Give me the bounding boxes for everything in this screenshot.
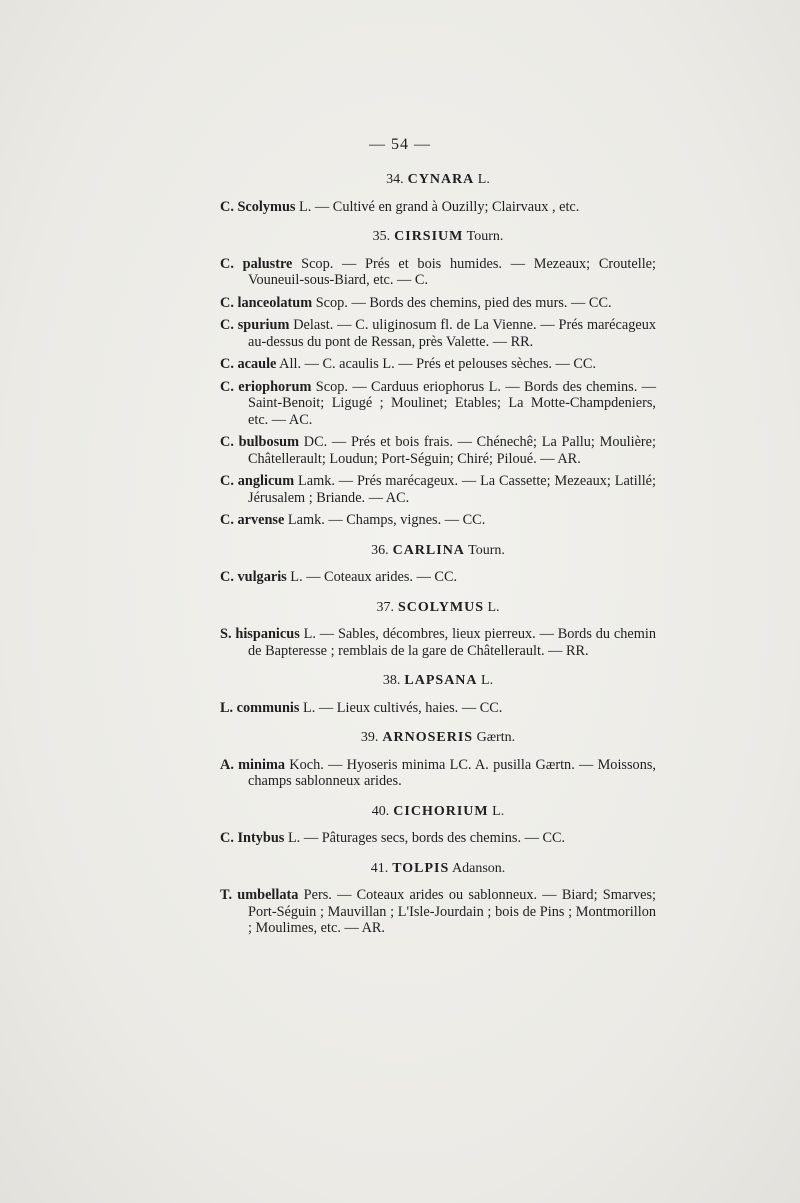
species-description: All. — C. acaulis L. — Prés et pelouses sèches. — CC. bbox=[276, 356, 597, 372]
genus-author: Adanson. bbox=[449, 860, 506, 876]
genus-name: ARNOSERIS bbox=[382, 730, 474, 745]
species-description: Scop. — Bords des chemins, pied des murs. — CC. bbox=[312, 294, 612, 311]
species-name: C. lanceolatum bbox=[220, 294, 313, 311]
genus-name: CYNARA bbox=[407, 172, 475, 187]
species-name: C. eriophorum bbox=[220, 378, 312, 395]
species-name: C. anglicum bbox=[220, 473, 295, 489]
genus-heading bbox=[220, 861, 656, 878]
species-description: Delast. — C. uliginosum fl. de La Vienne. — Prés marécageux au-dessus du pont de Ressan, près Valette. — RR. bbox=[248, 317, 657, 350]
genus-number: 41. bbox=[370, 860, 389, 876]
species-description: L. — Cultivé en grand à Ouzilly; Clairvaux , etc. bbox=[295, 198, 580, 215]
genus-number: 40. bbox=[371, 803, 390, 819]
genus-number: 39. bbox=[360, 730, 379, 745]
species-entry bbox=[220, 757, 656, 790]
species-entry bbox=[220, 830, 656, 847]
genus-name: SCOLYMUS bbox=[397, 599, 484, 615]
genus-number: 37. bbox=[376, 599, 394, 615]
genus-heading bbox=[220, 543, 656, 560]
species-description: L. — Coteaux arides. — CC. bbox=[286, 569, 458, 585]
page-body bbox=[220, 172, 656, 951]
species-description: Pers. — Coteaux arides ou sablonneux. — Biard; Smarves; Port-Séguin ; Mauvillan ; L'Isle-Jourdain ; bois de Pins ; Montmorillon ; Moulimes, etc. — AR. bbox=[248, 887, 656, 936]
genus-heading bbox=[220, 730, 656, 747]
species-name: C. Intybus bbox=[220, 830, 285, 846]
genus-number: 38. bbox=[382, 673, 401, 688]
genus-author: L. bbox=[474, 172, 490, 187]
genus-author: Tourn. bbox=[463, 229, 504, 244]
species-description: L. — Pâturages secs, bords des chemins. — CC. bbox=[284, 830, 566, 846]
genus-name: CARLINA bbox=[392, 542, 465, 558]
species-name: S. hispanicus bbox=[220, 626, 300, 642]
species-name: L. communis bbox=[220, 699, 300, 716]
genus-number: 35. bbox=[372, 229, 391, 244]
genus-author: L. bbox=[477, 673, 494, 688]
species-description: Lamk. — Prés marécageux. — La Cassette; Mezeaux; Latillé; Jérusalem ; Briande. — AC. bbox=[248, 473, 656, 506]
species-entry bbox=[220, 626, 656, 659]
species-name: T. umbellata bbox=[220, 887, 299, 903]
genus-number: 34. bbox=[386, 172, 404, 187]
species-name: C. spurium bbox=[220, 317, 290, 333]
genus-author: L. bbox=[484, 599, 500, 615]
species-name: A. minima bbox=[220, 756, 286, 773]
species-description: L. — Lieux cultivés, haies. — CC. bbox=[299, 699, 503, 716]
species-name: C. vulgaris bbox=[220, 569, 287, 585]
species-description: Scop. — Carduus eriophorus L. — Bords des chemins. — Saint-Benoit; Ligugé ; Moulinet; Etables; La Motte-Champdeniers, etc. — AC. bbox=[248, 378, 656, 428]
genus-heading bbox=[220, 172, 656, 189]
species-entry bbox=[220, 569, 656, 586]
genus-author: Gærtn. bbox=[473, 730, 516, 745]
species-description: Lamk. — Champs, vignes. — CC. bbox=[284, 512, 486, 528]
species-name: C. acaule bbox=[220, 356, 277, 372]
genus-number: 36. bbox=[371, 542, 389, 558]
species-entry bbox=[220, 199, 656, 216]
genus-author: L. bbox=[488, 803, 505, 819]
genus-author: Tourn. bbox=[464, 542, 505, 558]
species-description: Koch. — Hyoseris minima LC. A. pusilla Gærtn. — Moissons, champs sablonneux arides. bbox=[248, 756, 656, 789]
genus-heading bbox=[220, 600, 656, 617]
page-number: — 54 — bbox=[369, 136, 431, 153]
genus-name: TOLPIS bbox=[392, 860, 450, 876]
species-name: C. Scolymus bbox=[220, 198, 296, 215]
species-entry bbox=[220, 473, 656, 506]
species-entry bbox=[220, 887, 656, 937]
genus-name: CICHORIUM bbox=[393, 803, 489, 819]
species-entry bbox=[220, 295, 656, 312]
species-description: Scop. — Prés et bois humides. — Mezeaux; Croutelle; Vouneuil-sous-Biard, etc. — C. bbox=[248, 255, 656, 288]
species-entry bbox=[220, 256, 656, 289]
species-description: L. — Sables, décombres, lieux pierreux. — Bords du chemin de Bapteresse ; remblais de la gare de Châtellerault. — RR. bbox=[248, 626, 656, 659]
species-entry bbox=[220, 356, 656, 373]
species-entry bbox=[220, 434, 656, 467]
species-name: C. palustre bbox=[220, 255, 293, 272]
genus-heading bbox=[220, 804, 656, 821]
species-entry bbox=[220, 512, 656, 529]
species-entry bbox=[220, 379, 656, 429]
genus-heading bbox=[220, 673, 656, 690]
species-description: DC. — Prés et bois frais. — Chénechê; La Pallu; Moulière; Châtellerault; Loudun; Port-Séguin; Chiré; Piloué. — AR. bbox=[248, 434, 656, 467]
genus-name: CIRSIUM bbox=[394, 229, 464, 244]
species-name: C. arvense bbox=[220, 512, 285, 528]
species-entry bbox=[220, 317, 656, 350]
genus-name: LAPSANA bbox=[404, 673, 478, 688]
species-entry bbox=[220, 700, 656, 717]
genus-heading bbox=[220, 229, 656, 246]
species-name: C. bulbosum bbox=[220, 434, 300, 450]
